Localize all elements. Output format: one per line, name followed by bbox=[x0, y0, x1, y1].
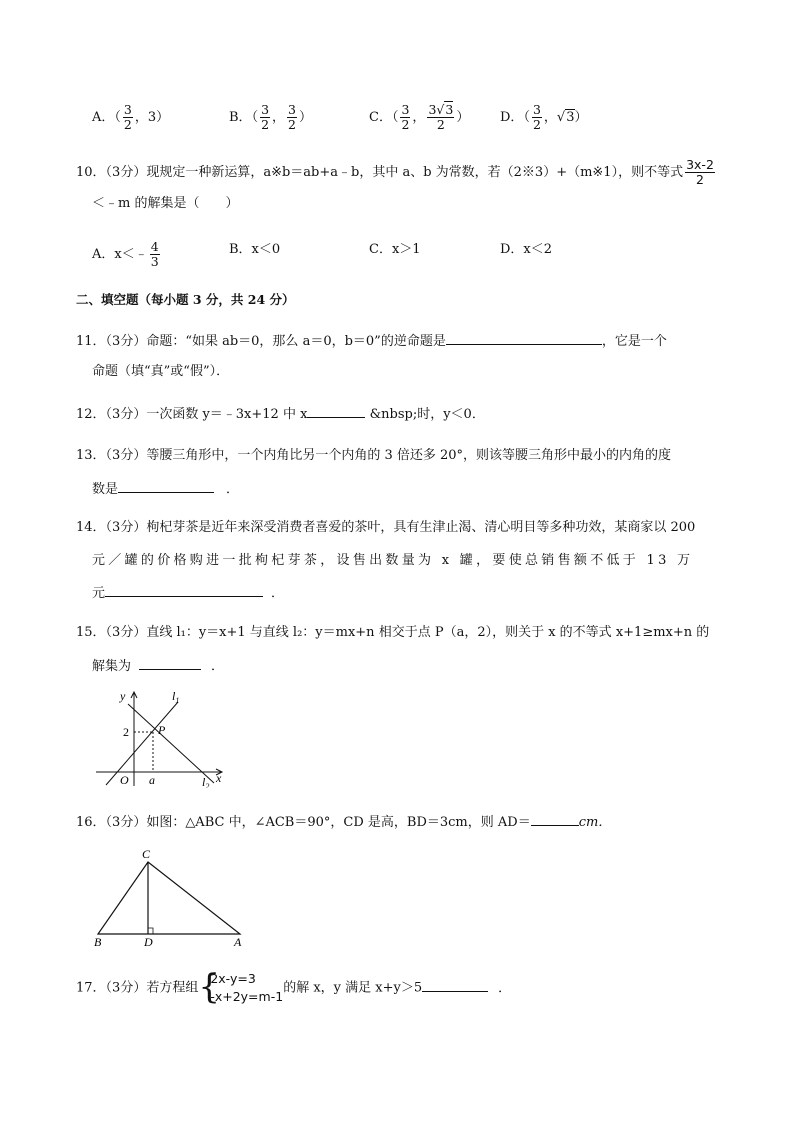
q10-line2: ＜﹣m 的解集是（ ） bbox=[92, 196, 239, 211]
q10-inequality-fraction: $\frac{3x-2}{2}$ bbox=[686, 157, 714, 187]
answer-blank[interactable] bbox=[105, 582, 263, 597]
fraction: $\frac{3}{2}$ bbox=[123, 102, 132, 132]
q10-option-c: C．x＞1 bbox=[369, 242, 421, 257]
x-label: x bbox=[216, 771, 222, 785]
q16-triangle-figure bbox=[90, 846, 260, 950]
q10-option-d: D．x＜2 bbox=[500, 242, 553, 257]
l2-label: $l_2$ bbox=[202, 775, 210, 788]
tick-2-label: 2 bbox=[123, 725, 129, 739]
line-l2 bbox=[128, 704, 214, 783]
a-label: a bbox=[149, 773, 155, 787]
fraction: $\frac{3√3}{2}$ bbox=[428, 102, 454, 132]
sqrt-radicand: 3 bbox=[566, 110, 575, 125]
vertex-a-label: A bbox=[234, 935, 242, 949]
answer-blank[interactable] bbox=[118, 478, 214, 493]
origin-label: O bbox=[120, 773, 129, 787]
line-l1 bbox=[106, 702, 178, 785]
answer-blank[interactable] bbox=[307, 403, 365, 418]
q9-option-d: D．（ $\frac{3}{2}$ ，√3） bbox=[500, 102, 588, 132]
section-heading: 二、填空题（每小题 3 分，共 24 分） bbox=[76, 292, 295, 307]
answer-blank[interactable] bbox=[139, 655, 201, 670]
vertex-b-label: B bbox=[94, 935, 102, 949]
vertex-c-label: C bbox=[142, 847, 151, 861]
q10-option-a: A．x＜﹣ $\frac{4}{3}$ bbox=[92, 239, 159, 269]
q12-line: 12．（3分）一次函数 y＝﹣3x+12 中 x &nbsp;时，y＜0． bbox=[76, 403, 485, 425]
fraction: $\frac{3}{2}$ bbox=[532, 102, 541, 132]
fraction: $\frac{3}{2}$ bbox=[288, 102, 296, 132]
q9-option-b: B．（ $\frac{3}{2}$ ， $\frac{3}{2}$ ） bbox=[229, 102, 313, 132]
q13-line1: 13．（3分）等腰三角形中，一个内角比另一个内角的 3 倍还多 20°，则该等腰三角形中最小的内角的度 bbox=[76, 448, 672, 463]
answer-blank[interactable] bbox=[446, 330, 602, 345]
fraction: $\frac{3}{2}$ bbox=[261, 102, 270, 132]
answer-blank[interactable] bbox=[531, 811, 579, 826]
q14-line3: 元 ． bbox=[92, 582, 284, 604]
q9-option-a: A．（ $\frac{3}{2}$ ，3） bbox=[92, 102, 170, 132]
q10-option-b: B．x＜0 bbox=[229, 242, 281, 257]
answer-blank[interactable] bbox=[422, 977, 488, 992]
brace-icon: { bbox=[198, 967, 220, 1007]
q15-graph-figure bbox=[92, 686, 232, 788]
q16-line: 16．（3分）如图：△ABC 中，∠ACB＝90°，CD 是高，BD＝3cm，则 AD＝ cm． bbox=[76, 811, 611, 833]
q10-line1: 10．（3分）现规定一种新运算，a※b＝ab+a﹣b，其中 a、b 为常数，若（2※3）+（m※1），则不等式 $\frac{3x-2}{2}$ bbox=[76, 157, 714, 187]
fraction: $\frac{3}{2}$ bbox=[401, 102, 410, 132]
right-angle-mark bbox=[148, 928, 153, 934]
q11-line1: 11．（3分）命题：“如果 ab＝0，那么 a＝0，b＝0”的逆命题是 ，它是一个 bbox=[76, 330, 667, 352]
q13-line2: 数是 ． bbox=[92, 478, 239, 500]
foot-d-label: D bbox=[144, 935, 153, 949]
q15-line2: 解集为 ． bbox=[92, 655, 224, 677]
q14-line1: 14．（3分）枸杞芽茶是近年来深受消费者喜爱的茶叶，具有生津止渴、清心明目等多种功效，某商家以 200 bbox=[76, 520, 696, 535]
q9-option-c: C．（ $\frac{3}{2}$ ， $\frac{3√3}{2}$ ） bbox=[369, 102, 470, 132]
y-label: y bbox=[120, 689, 126, 703]
fraction: $\frac{4}{3}$ bbox=[150, 239, 159, 269]
triangle-abc bbox=[98, 862, 240, 934]
l1-label: $l_1$ bbox=[172, 689, 180, 705]
equation-system: { 2x-y=3 -x+2y=m-1 bbox=[198, 967, 284, 1007]
point-p-label: P bbox=[158, 723, 166, 737]
q17-line: 17．（3分）若方程组 { 2x-y=3 -x+2y=m-1 的解 x，y 满足 x+y＞5 ． bbox=[76, 967, 512, 1007]
q15-line1: 15．（3分）直线 l₁：y＝x+1 与直线 l₂：y＝mx+n 相交于点 P（a，2），则关于 x 的不等式 x+1≥mx+n 的 bbox=[76, 625, 710, 640]
q11-line2: 命题（填“真”或“假”）． bbox=[92, 364, 230, 379]
q14-line2: 元／罐的价格购进一批枸杞芽茶，设售出数量为 x 罐，要使总销售额不低于 13 万 bbox=[92, 553, 694, 568]
